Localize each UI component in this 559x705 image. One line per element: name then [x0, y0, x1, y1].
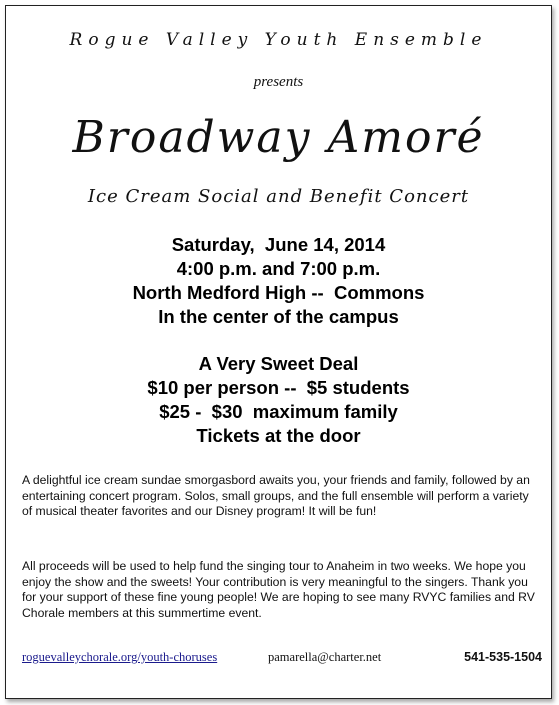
deal-family-price: $25 - $30 maximum family: [159, 401, 398, 422]
event-venue: North Medford High -- Commons: [132, 282, 425, 303]
event-date: Saturday, June 14, 2014: [171, 234, 386, 255]
proceeds-paragraph: All proceeds will be used to help fund the singing tour to Anaheim in two weeks. We hope you enjoy the show and the sweets! Your contribution is very meaningful to the singers. Thank you for your support of these fine young people! We are hoping to see many RVYC families and RV Chorale members at this summertime event.: [22, 559, 535, 620]
flyer-page: [5, 5, 552, 699]
presents-label: presents: [253, 74, 304, 90]
event-subtitle: Ice Cream Social and Benefit Concert: [87, 186, 470, 207]
contact-email: pamarella@charter.net: [268, 650, 382, 664]
description-paragraph: A delightful ice cream sundae smorgasbord awaits you, your friends and family, followed by an entertaining concert program. Solos, small groups, and the full ensemble will perform a variety of musical theater favorites and our Disney program! It will be fun!: [22, 473, 530, 519]
event-times: 4:00 p.m. and 7:00 p.m.: [176, 258, 381, 279]
contact-footer: [22, 650, 542, 668]
event-location-note: In the center of the campus: [158, 306, 399, 327]
organization-name: Rogue Valley Youth Ensemble: [69, 30, 488, 50]
website-link[interactable]: roguevalleychorale.org/youth-choruses: [22, 650, 218, 664]
deal-heading: A Very Sweet Deal: [198, 353, 359, 374]
event-title: Broadway Amoré: [72, 112, 485, 163]
event-details: [6, 233, 551, 329]
ticket-deal: [6, 352, 551, 448]
contact-phone: 541-535-1504: [464, 650, 542, 664]
deal-individual-price: $10 per person -- $5 students: [147, 377, 410, 398]
deal-tickets-note: Tickets at the door: [196, 425, 361, 446]
